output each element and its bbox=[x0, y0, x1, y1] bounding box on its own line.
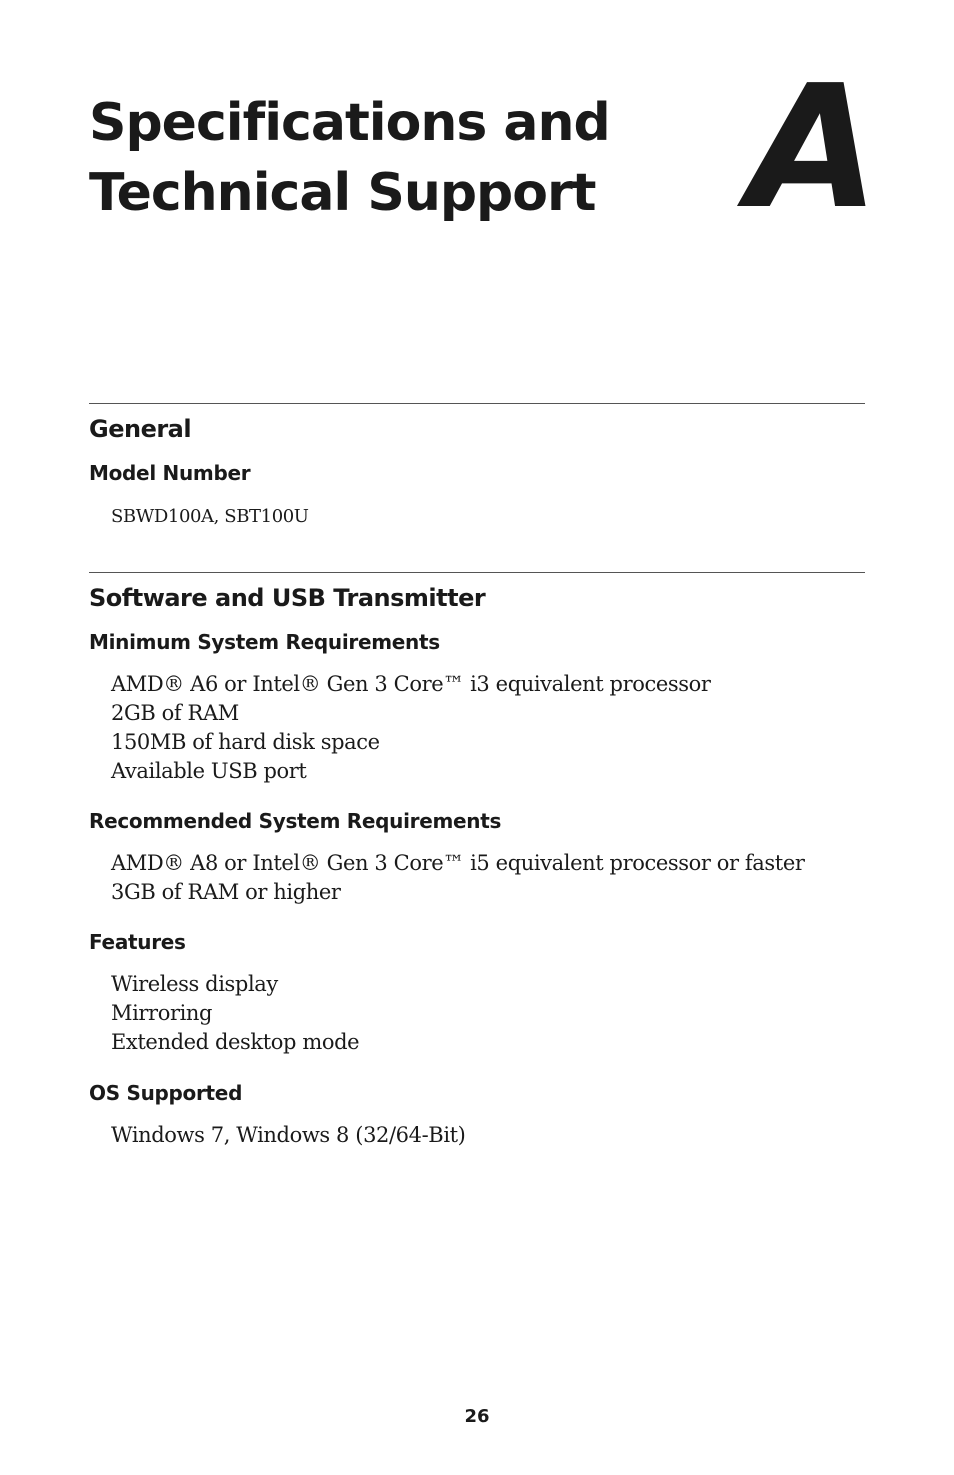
list-item: Mirroring bbox=[111, 1001, 213, 1025]
list-item: Windows 7, Windows 8 (32/64-Bit) bbox=[111, 1123, 466, 1147]
page-title-line-2: Technical Support bbox=[89, 163, 596, 223]
list-item: Extended desktop mode bbox=[111, 1030, 360, 1054]
recommended-requirements-list bbox=[111, 849, 805, 907]
page-number: 26 bbox=[464, 1406, 490, 1427]
list-item: Available USB port bbox=[111, 759, 307, 783]
page-title-line-1: Specifications and bbox=[89, 93, 610, 153]
subheading-recommended-requirements: Recommended System Requirements bbox=[89, 809, 502, 833]
list-item: AMD® A8 or Intel® Gen 3 Core™ i5 equivalent processor or faster bbox=[111, 851, 805, 875]
features-list bbox=[111, 970, 359, 1057]
section-title-general: General bbox=[89, 415, 192, 443]
model-number-list bbox=[111, 502, 309, 531]
section-divider-general bbox=[89, 403, 865, 404]
subheading-features: Features bbox=[89, 930, 186, 954]
list-item: 3GB of RAM or higher bbox=[111, 880, 341, 904]
list-item: 150MB of hard disk space bbox=[111, 730, 380, 754]
subheading-os-supported: OS Supported bbox=[89, 1081, 243, 1105]
section-title-software: Software and USB Transmitter bbox=[89, 584, 486, 612]
page-title bbox=[89, 88, 610, 228]
list-item: Wireless display bbox=[111, 972, 278, 996]
section-divider-software bbox=[89, 572, 865, 573]
os-supported-list bbox=[111, 1121, 465, 1150]
subheading-minimum-requirements: Minimum System Requirements bbox=[89, 630, 440, 654]
subheading-model-number: Model Number bbox=[89, 461, 251, 485]
list-item: SBWD100A, SBT100U bbox=[111, 506, 309, 527]
list-item: AMD® A6 or Intel® Gen 3 Core™ i3 equivalent processor bbox=[111, 672, 711, 696]
list-item: 2GB of RAM bbox=[111, 701, 239, 725]
chapter-letter: A bbox=[748, 49, 876, 247]
minimum-requirements-list bbox=[111, 670, 711, 786]
